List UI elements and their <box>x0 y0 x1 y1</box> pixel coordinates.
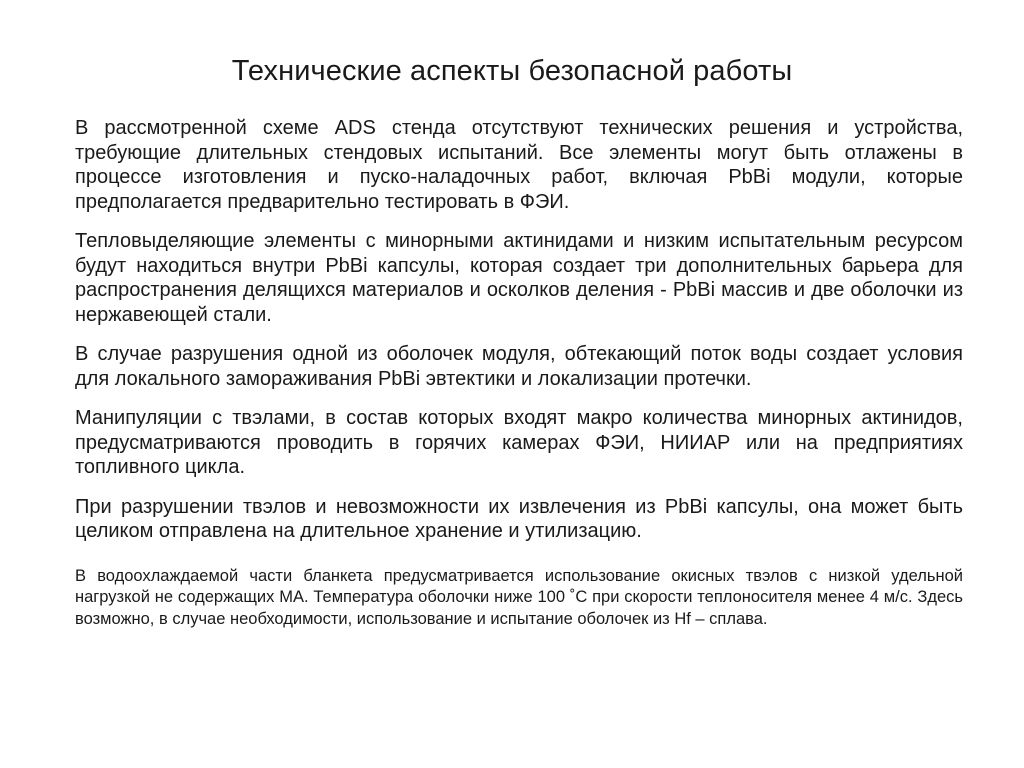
slide-body <box>75 116 963 645</box>
paragraph-capsule-disposal: При разрушении твэлов и невозможности их извлечения из PbBi капсулы, она может быть целиком отправлена на длительное хранение и утилизацию. <box>75 495 963 542</box>
paragraph-fuel-elements: Тепловыделяющие элементы с минорными актинидами и низким испытательным ресурсом будут находиться внутри PbBi капсулы, которая создает три дополнительных барьера для распространения делящихся материалов и осколков деления - PbBi массив и две оболочки из нержавеющей стали. <box>75 230 963 326</box>
paragraph-ads-stand: В рассмотренной схеме ADS стенда отсутствуют технических решения и устройства, требующие длительных стендовых испытаний. Все элементы могут быть отлажены в процессе изготовления и пуско-наладочных работ, включая PbBi модули, которые предполагается предварительно тестировать в ФЭИ. <box>75 117 963 213</box>
paragraph-water-cooled-blanket: В водоохлаждаемой части бланкета предусматривается использование окисных твэлов с низкой удельной нагрузкой не содержащих МА. Температура оболочки ниже 100 ˚С при скорости теплоносителя менее 4 м/с. Здесь возможно, в случае необходимости, использование и испытание оболочек из Hf – сплава. <box>75 566 963 628</box>
paragraph-shell-failure: В случае разрушения одной из оболочек модуля, обтекающий поток воды создает условия для локального замораживания PbBi эвтектики и локализации протечки. <box>75 343 963 390</box>
paragraph-manipulations: Манипуляции с твэлами, в состав которых входят макро количества минорных актинидов, предусматриваются проводить в горячих камерах ФЭИ, НИИАР или на предприятиях топливного цикла. <box>75 407 963 478</box>
slide-title: Технические аспекты безопасной работы <box>231 55 793 87</box>
